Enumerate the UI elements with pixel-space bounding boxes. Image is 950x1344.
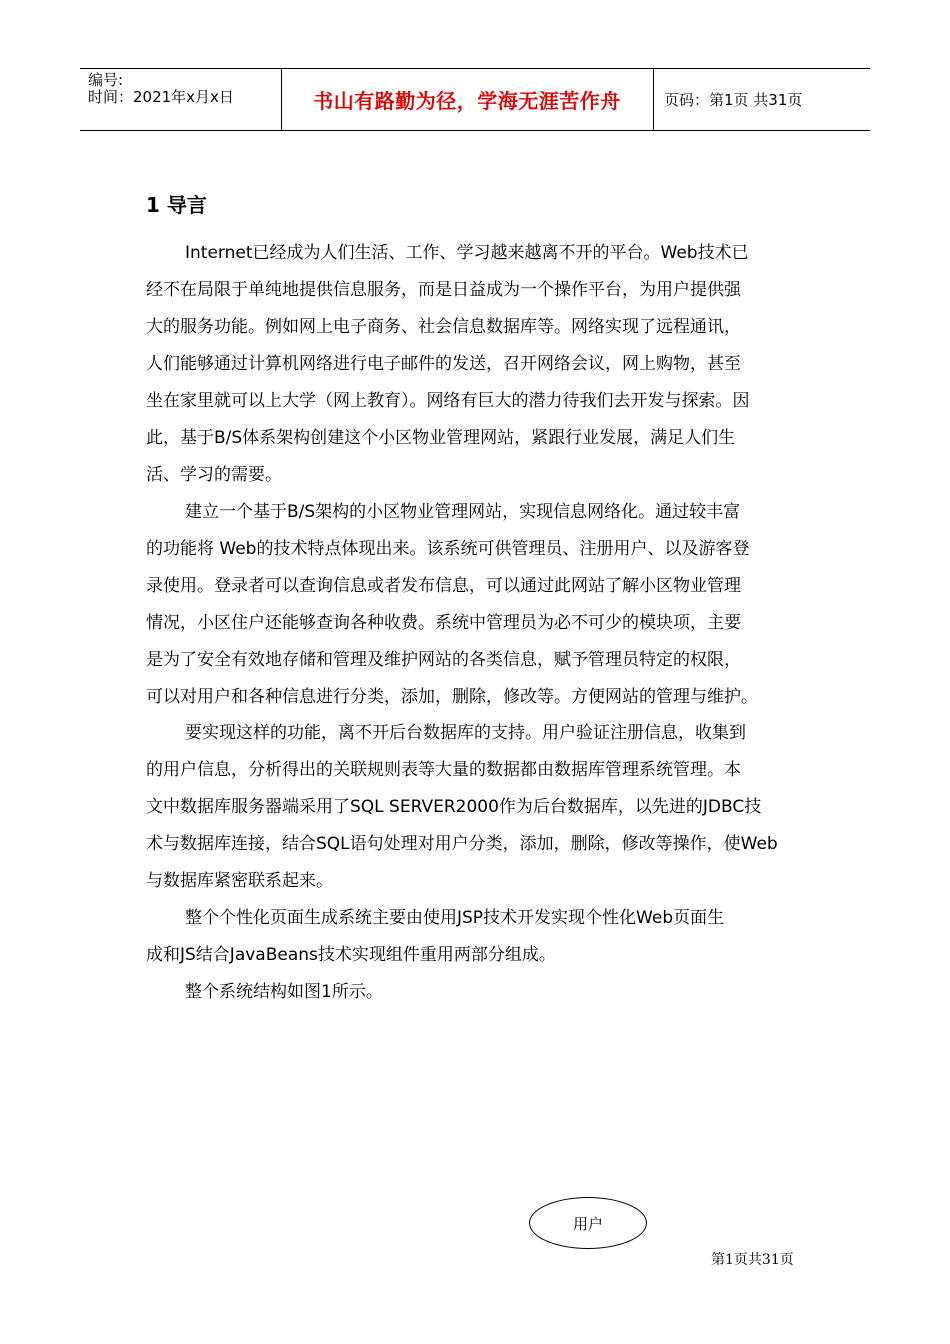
body-line-7: 活、学习的需要。 bbox=[146, 465, 282, 485]
diagram-user-label: 用户 bbox=[572, 1214, 603, 1233]
header-motto-cell bbox=[281, 69, 654, 130]
body-line-9: 的功能将 Web的技术特点体现出来。该系统可供管理员、注册用户、以及游客登 bbox=[146, 539, 750, 559]
header-motto: 书山有路勤为径，学海无涯苦作舟 bbox=[313, 89, 621, 113]
body-line-6: 此，基于B/S体系架构创建这个小区物业管理网站，紧跟行业发展，满足人们生 bbox=[146, 428, 736, 448]
body-line-12: 是为了安全有效地存储和管理及维护网站的各类信息，赋予管理员特定的权限， bbox=[146, 650, 741, 670]
page-header bbox=[80, 68, 870, 131]
body-line-21: 整个系统结构如图1所示。 bbox=[185, 982, 383, 1002]
body-line-2: 经不在局限于单纯地提供信息服务，而是日益成为一个操作平台，为用户提供强 bbox=[146, 280, 741, 300]
body-line-8: 建立一个基于B/S架构的小区物业管理网站，实现信息网络化。通过较丰富 bbox=[185, 502, 741, 522]
body-line-11: 情况，小区住户还能够查询各种收费。系统中管理员为必不可少的模块项，主要 bbox=[146, 613, 741, 633]
body-line-19: 整个个性化页面生成系统主要由使用JSP技术开发实现个性化Web页面生 bbox=[185, 908, 725, 928]
header-right-cell bbox=[654, 69, 870, 130]
document-date-label: 时间：2021年x月x日 bbox=[88, 88, 234, 106]
body-line-5: 坐在家里就可以上大学（网上教育）。网络有巨大的潜力待我们去开发与探索。因 bbox=[146, 391, 750, 411]
body-line-16: 文中数据库服务器端采用了SQL SERVER2000作为后台数据库，以先进的JDBC技 bbox=[146, 797, 762, 817]
header-left-cell bbox=[80, 69, 282, 130]
body-line-13: 可以对用户和各种信息进行分类，添加，删除，修改等。方便网站的管理与维护。 bbox=[146, 687, 758, 707]
page-footer: 第1页共31页 bbox=[711, 1252, 794, 1268]
body-line-17: 术与数据库连接，结合SQL语句处理对用户分类，添加，删除，修改等操作，使Web bbox=[146, 834, 778, 854]
body-line-18: 与数据库紧密联系起来。 bbox=[146, 871, 333, 891]
body-line-15: 的用户信息，分析得出的关联规则表等大量的数据都由数据库管理系统管理。本 bbox=[146, 760, 741, 780]
body-line-14: 要实现这样的功能，离不开后台数据库的支持。用户验证注册信息，收集到 bbox=[185, 723, 746, 743]
body-line-3: 大的服务功能。例如网上电子商务、社会信息数据库等。网络实现了远程通讯， bbox=[146, 317, 741, 337]
diagram-user-node bbox=[529, 1197, 647, 1249]
document-number-label: 编号: bbox=[88, 71, 124, 89]
header-page-info: 页码：第1页 共31页 bbox=[664, 91, 803, 109]
body-line-10: 录使用。登录者可以查询信息或者发布信息，可以通过此网站了解小区物业管理 bbox=[146, 576, 741, 596]
body-line-4: 人们能够通过计算机网络进行电子邮件的发送，召开网络会议，网上购物，甚至 bbox=[146, 354, 741, 374]
body-line-20: 成和JS结合JavaBeans技术实现组件重用两部分组成。 bbox=[146, 945, 556, 965]
body-line-1: Internet已经成为人们生活、工作、学习越来越离不开的平台。Web技术已 bbox=[185, 243, 749, 263]
section-title: 1 导言 bbox=[146, 193, 207, 217]
